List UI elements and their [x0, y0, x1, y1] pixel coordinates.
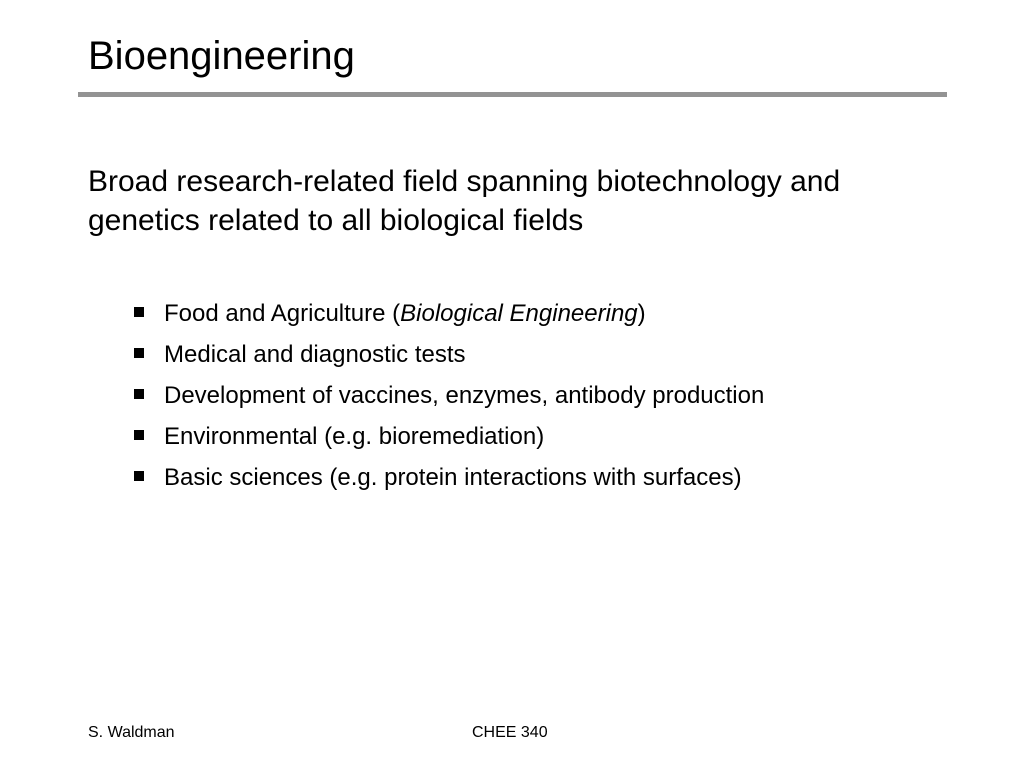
footer-author: S. Waldman	[88, 724, 175, 741]
bullet-text: Development of vaccines, enzymes, antibody production	[164, 381, 765, 409]
bullet-item-vaccines	[134, 375, 974, 416]
square-bullet-icon	[134, 430, 144, 440]
bullet-text: Basic sciences (e.g. protein interactions with surfaces)	[164, 463, 742, 491]
bullet-text-prefix: Food and Agriculture (	[164, 299, 401, 327]
bullet-text: Medical and diagnostic tests	[164, 340, 466, 368]
bullet-item-basic-sciences	[134, 457, 974, 498]
bullet-text-suffix: )	[637, 299, 646, 327]
square-bullet-icon	[134, 307, 144, 317]
bullet-item-environmental	[134, 416, 974, 457]
bullet-item-food-agriculture	[134, 293, 974, 334]
bullet-text	[164, 300, 646, 328]
footer-course: CHEE 340	[472, 724, 548, 741]
title-divider	[78, 92, 947, 97]
bullet-text-italic: Biological Engineering	[400, 299, 638, 327]
bullet-text: Environmental (e.g. bioremediation)	[164, 422, 545, 450]
square-bullet-icon	[134, 348, 144, 358]
square-bullet-icon	[134, 389, 144, 399]
slide-title: Bioengineering	[88, 34, 355, 78]
square-bullet-icon	[134, 471, 144, 481]
bullet-item-medical-diagnostic	[134, 334, 974, 375]
intro-text: Broad research-related field spanning biotechnology and genetics related to all biological fields	[88, 165, 841, 237]
bullet-list	[134, 293, 974, 498]
